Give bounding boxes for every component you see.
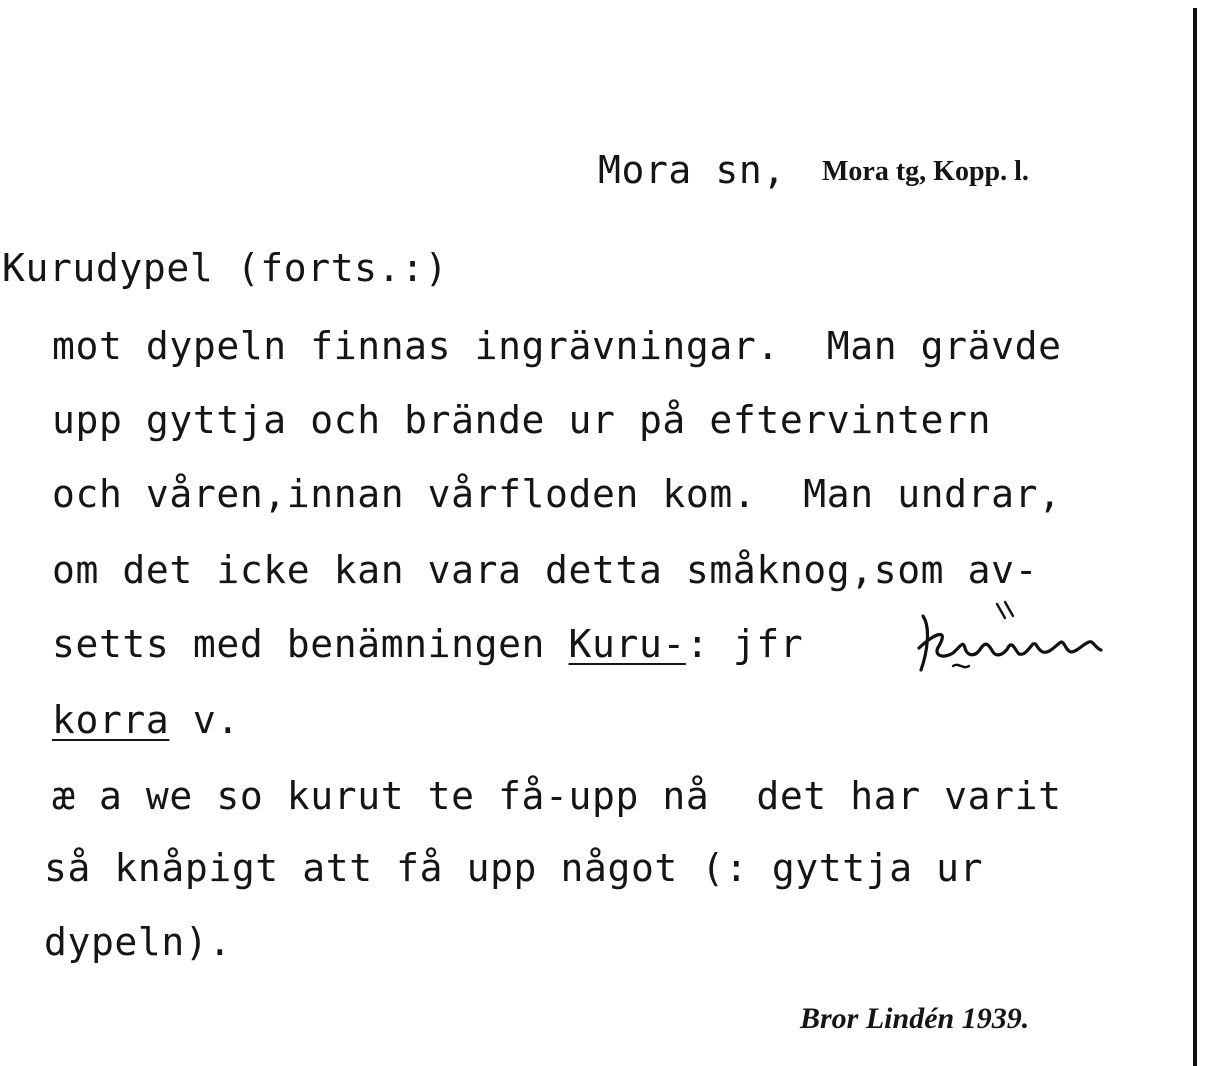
term-kuru: Kuru- xyxy=(568,622,686,666)
body-line-9: dypeln). xyxy=(44,920,232,964)
term-korra: korra xyxy=(52,698,170,742)
body-line-5-jfr: : jfr xyxy=(685,622,804,666)
body-line-8: så knåpigt att få upp något (: gyttja ur xyxy=(44,846,984,890)
headword: Kurudypel (forts.:) xyxy=(2,246,449,290)
body-line-5-text: setts med benämningen xyxy=(52,622,569,666)
body-line-1: mot dypeln finnas ingrävningar. Man grävde xyxy=(52,324,1062,368)
handwritten-kurru xyxy=(905,598,1125,678)
card-right-edge xyxy=(1193,8,1197,1066)
body-line-5 xyxy=(52,622,803,666)
body-line-6 xyxy=(52,698,240,742)
body-line-4: om det icke kan vara detta småknog,som av- xyxy=(52,548,1039,592)
body-line-2: upp gyttja och brände ur på eftervintern xyxy=(52,398,992,442)
body-line-3: och våren,innan vårfloden kom. Man undrar, xyxy=(52,472,1062,516)
body-line-7: æ a we so kurut te få-upp nå det har varit xyxy=(52,774,1062,818)
signature: Bror Lindén 1939. xyxy=(800,1002,1030,1035)
body-line-6-text: v. xyxy=(169,698,240,742)
location-label: Mora tg, Kopp. l. xyxy=(822,156,1029,187)
parish-label: Mora sn, xyxy=(598,148,786,192)
